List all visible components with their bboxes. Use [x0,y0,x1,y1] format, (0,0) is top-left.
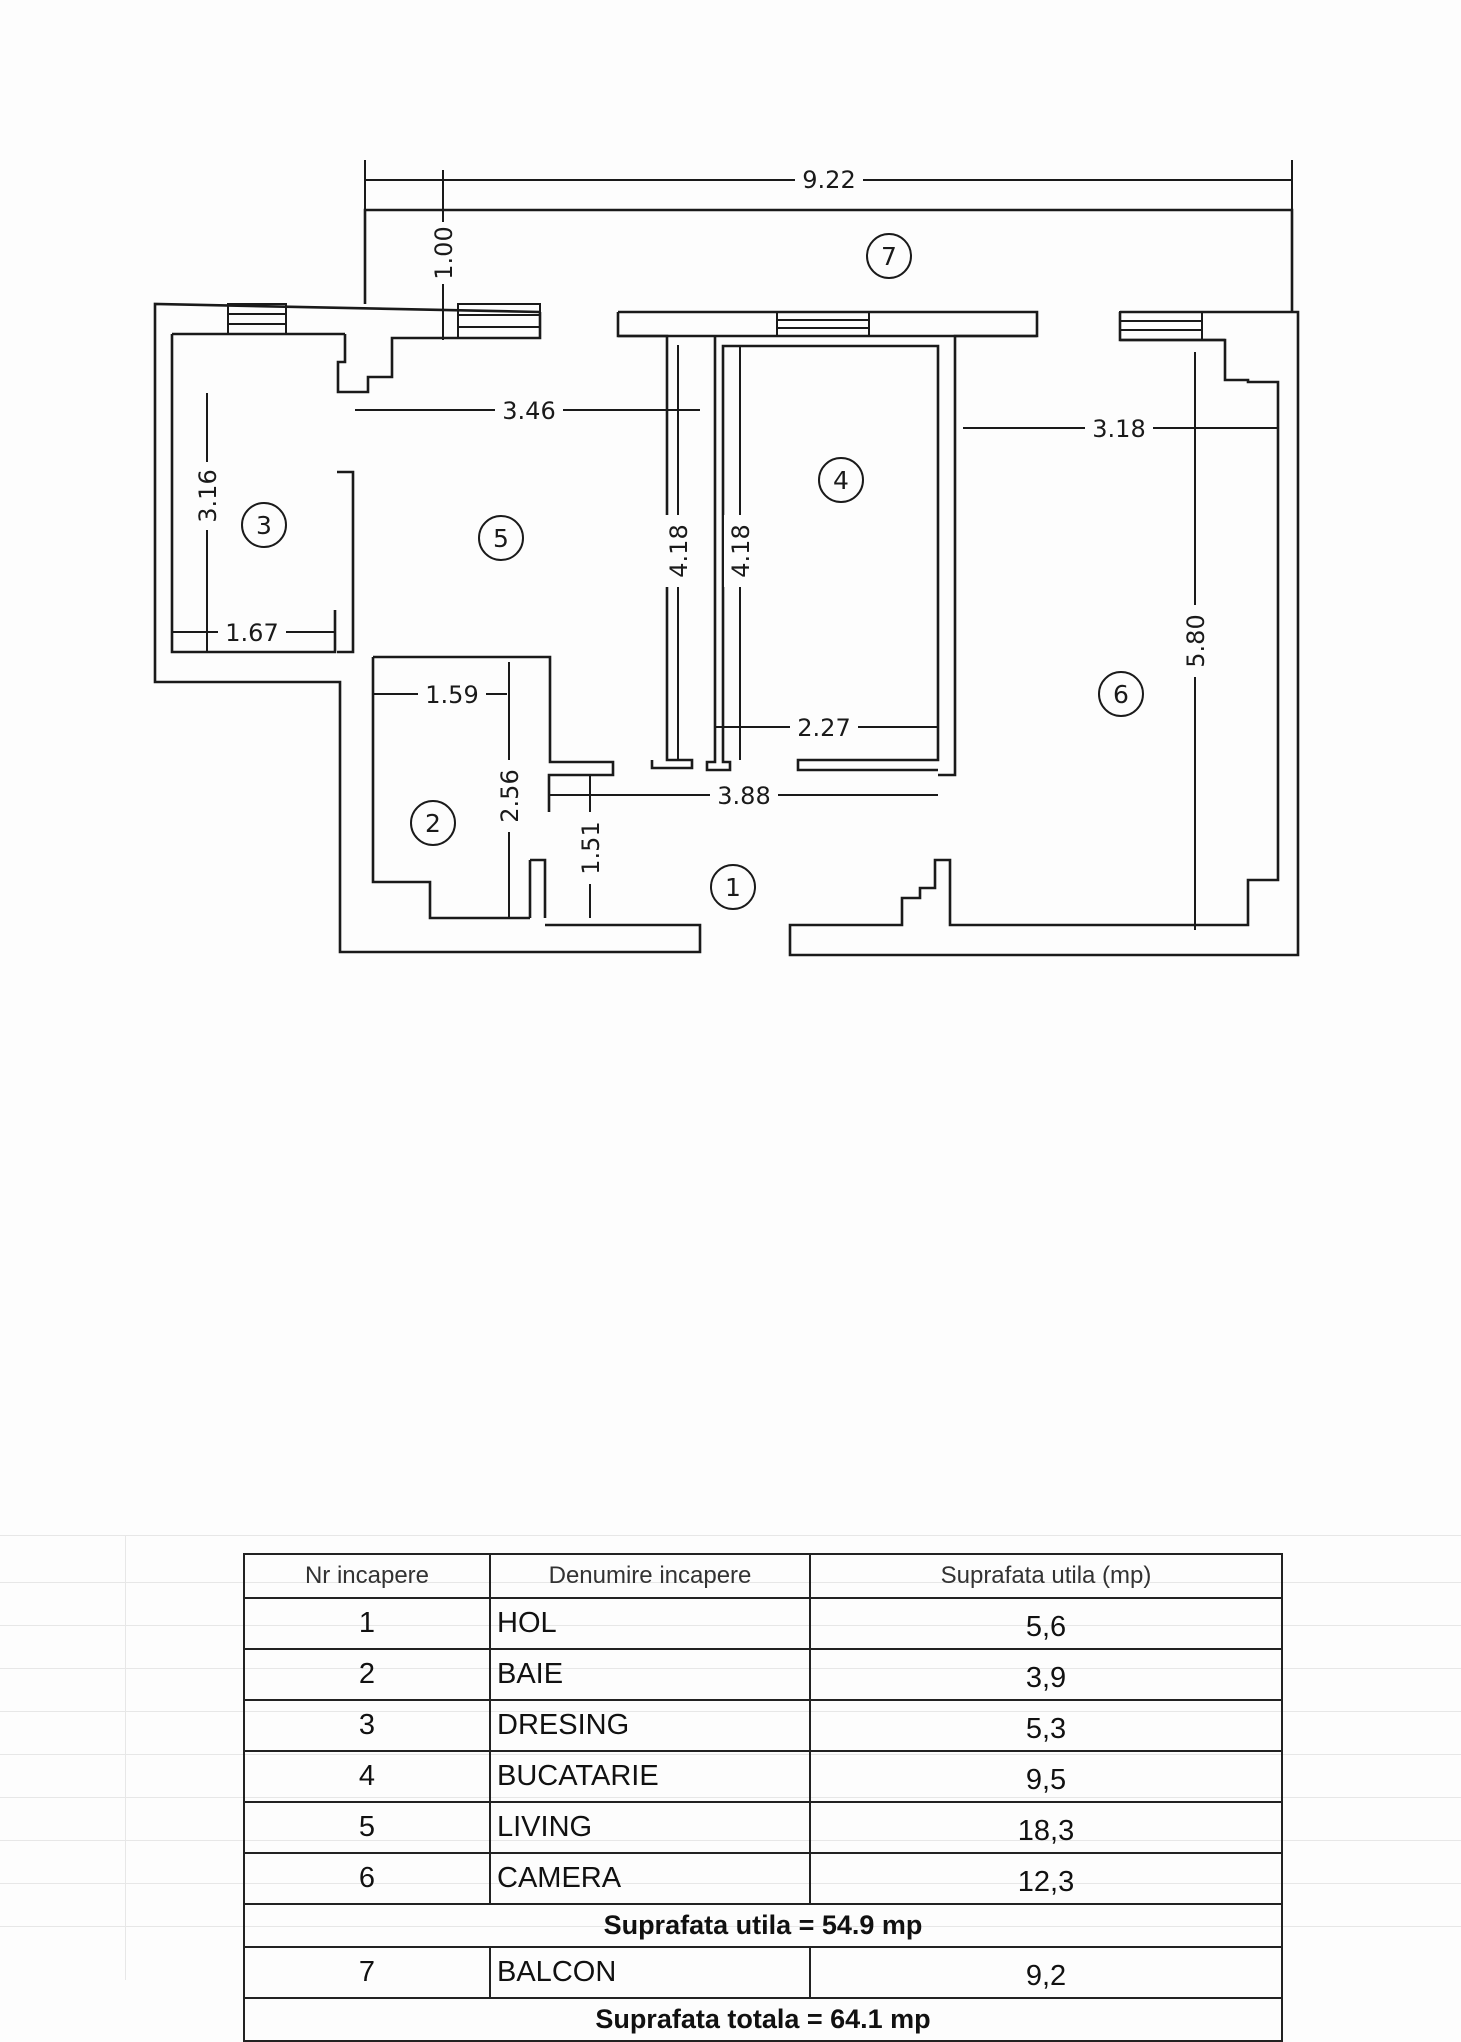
room-number-4: 4 [833,466,849,495]
room-nr: 6 [244,1853,490,1904]
room-area-table [243,1553,1283,2042]
table-row [244,1751,1282,1802]
room-name: LIVING [490,1802,810,1853]
room-nr: 7 [244,1947,490,1998]
room-area: 9,2 [810,1947,1282,1998]
room-area: 12,3 [810,1853,1282,1904]
dim-hol-depth: 1.51 [577,821,605,875]
dim-living-height: 4.18 [665,524,693,578]
room-name: DRESING [490,1700,810,1751]
table-row [244,1853,1282,1904]
table-row [244,1649,1282,1700]
room-number-7: 7 [881,242,897,271]
room-area: 18,3 [810,1802,1282,1853]
room-name: BUCATARIE [490,1751,810,1802]
dim-baie-height: 2.56 [496,769,524,823]
dim-total-width: 9.22 [802,166,856,194]
dim-balcony-depth: 1.00 [430,226,458,280]
room-number-3: 3 [256,511,272,540]
room-name: HOL [490,1598,810,1649]
total-row [244,1998,1282,2041]
table-row [244,1700,1282,1751]
table-header-row [244,1554,1282,1598]
subtotal-row [244,1904,1282,1947]
dim-living-width: 3.46 [502,397,556,425]
dim-bucatarie-height: 4.18 [727,524,755,578]
room-name: BALCON [490,1947,810,1998]
room-number-5: 5 [493,524,509,553]
dim-camera-height: 5.80 [1182,614,1210,668]
header-nr: Nr incapere [244,1554,490,1598]
dimension-labels [194,166,1210,875]
room-number-1: 1 [725,873,741,902]
total-text: Suprafata totala = 64.1 mp [244,1998,1282,2041]
room-area: 3,9 [810,1649,1282,1700]
table-row [244,1947,1282,1998]
dim-baie-width: 1.59 [425,681,479,709]
table-row [244,1802,1282,1853]
floor-plan [0,0,1461,1000]
room-name: BAIE [490,1649,810,1700]
dim-dresing-width: 1.67 [225,619,279,647]
room-name: CAMERA [490,1853,810,1904]
outer-walls [155,304,1298,955]
dim-camera-width: 3.18 [1092,415,1146,443]
dim-dresing-height: 3.16 [194,469,222,523]
header-area: Suprafata utila (mp) [810,1554,1282,1598]
balcony-outline [365,210,1292,312]
room-area: 9,5 [810,1751,1282,1802]
grid-line [0,1535,1461,1536]
room-nr: 4 [244,1751,490,1802]
room-nr: 3 [244,1700,490,1751]
room-area: 5,3 [810,1700,1282,1751]
grid-line [125,1535,126,1980]
subtotal-text: Suprafata utila = 54.9 mp [244,1904,1282,1947]
header-name: Denumire incapere [490,1554,810,1598]
room-number-2: 2 [425,809,441,838]
room-nr: 2 [244,1649,490,1700]
room-number-6: 6 [1113,680,1129,709]
room-nr: 5 [244,1802,490,1853]
dim-bucatarie-width: 2.27 [797,714,851,742]
dim-hol-width: 3.88 [717,782,771,810]
room-area: 5,6 [810,1598,1282,1649]
table-row [244,1598,1282,1649]
room-nr: 1 [244,1598,490,1649]
